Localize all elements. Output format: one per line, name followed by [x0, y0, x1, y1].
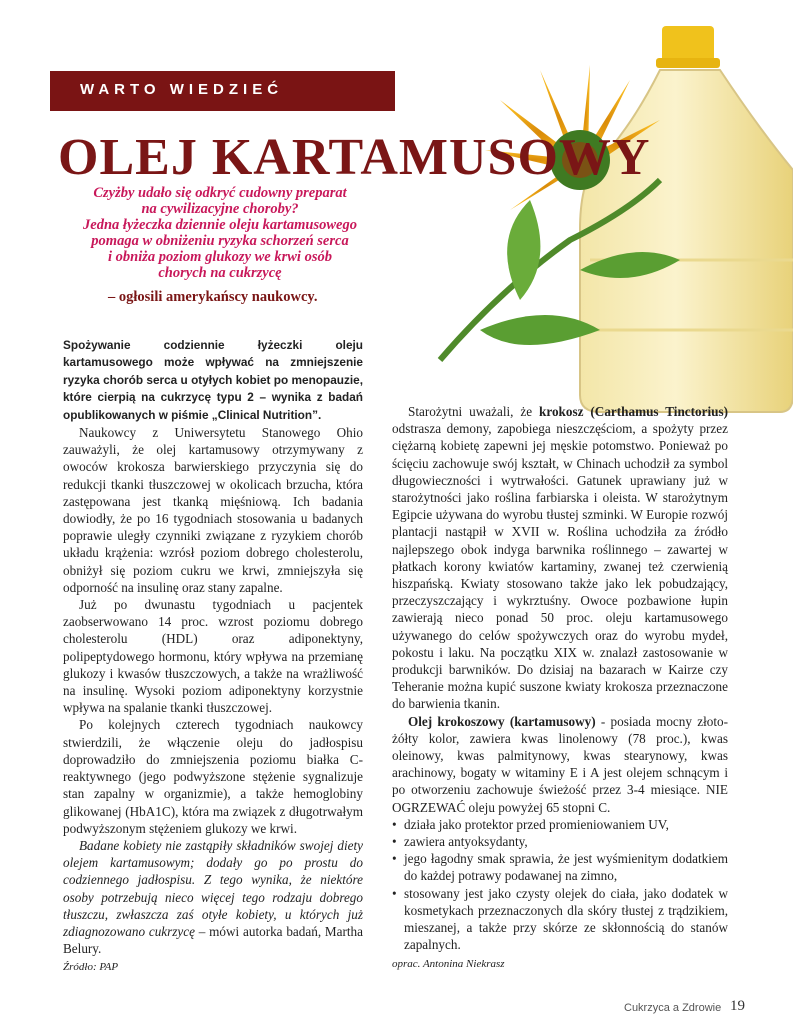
bullet-icon: •	[392, 834, 397, 850]
bullet-icon: •	[392, 885, 397, 901]
page-number: 19	[730, 998, 745, 1014]
lead-line: Jedna łyżeczka dziennie oleju kartamusowego	[83, 217, 357, 233]
list-item-text: zawiera antyoksydanty,	[404, 834, 528, 850]
lead-line: i obniża poziom glukozy we krwi osób	[108, 249, 332, 265]
body-paragraph: Już po dwunastu tygodniach u pacjentek zaobserwowano 14 proc. wzrost poziomu dobrego cholesterolu (HDL) oraz adiponektyny, polipeptydowego hormonu, który wpływa na przemianę glukozy i kwasów tłuszczowych, a także na wrażliwość na insulinę. Wysoki poziom adiponektyny korzystnie wpływa na spalanie tkanki tłuszczowej.	[63, 597, 363, 716]
author-credit: oprac. Antonina Niekrasz	[392, 957, 505, 970]
benefits-list	[392, 816, 728, 954]
left-column	[63, 337, 363, 977]
quote-attribution: – mówi autorka badań, Martha Belury.	[63, 923, 363, 957]
article-title: OLEJ KARTAMUSOWY	[58, 129, 651, 186]
magazine-name: Cukrzyca a Zdrowie	[624, 1002, 722, 1014]
list-item-text: stosowany jest jako czysty olejek do ciała, jako dodatek w kosmetykach przeznaczonych dla skóry tłustej z trądzikiem, mieszanej, a także przy skórze ze skłonnością do stanów zapalnych.	[404, 885, 728, 953]
intro-paragraph: Spożywanie codziennie łyżeczki oleju kartamusowego może wpływać na zmniejszenie ryzyka chorób serca u otyłych kobiet po menopauzie, które cierpią na cukrzycę typu 2 – wynika z badań opublikowanych w piśmie „Clinical Nutrition”.	[63, 338, 363, 422]
list-item	[392, 833, 728, 850]
section-banner	[50, 71, 395, 111]
bold-term: Olej krokoszowy (kartamusowy)	[408, 713, 596, 729]
bold-term: krokosz (Carthamus Tinctorius)	[539, 404, 728, 419]
body-paragraph	[392, 713, 728, 816]
body-paragraph: Naukowcy z Uniwersytetu Stanowego Ohio zauważyli, że olej kartamusowy otrzymywany z owoców krokosza barwierskiego przyczynia się do redukcji tkanki tłuszczowej w okolicach brzucha, która zastępowana jest tkanką mięśniową. Ich badania dowiodły, że po 16 tygodniach stosowania u badanych poprawie uległy czynniki związane z ryzykiem chorób układu krążenia: wzrósł poziom dobrego cholesterolu, obniżył się poziom cukru we krwi, zmniejszyła się odporność na insulinę oraz stany zapalne.	[63, 425, 363, 595]
body-paragraph	[392, 403, 728, 713]
paragraph-rest: odstrasza demony, zapobiega nieszczęściom, a spożyty przez ciężarną kobietę zapewni jej męskie potomstwo. Ponieważ po ścięciu zachowuje swój kształt, w Chinach uchodził za symbol długowieczności i wytrwałości. Gatunek uprawiany już w starożytności jako roślina farbiarska i oleista. W starożytnym Egipcie używana do wyrobu tłustej szminki. W Europie rozwój plantacji nastąpił w XVII w. Roślina uchodziła za źródło najlepszego obok indyga barwnika roślinnego – zawartej w płatkach korony kwiatów kartaminy, zwanej też czerwienią hiszpańską. Kwiaty stosowano także jako lek pobudzający, przeczyszczający i wykrztuśny. Owoce pozbawione łupin zawierają nieco ponad 50 proc. oleju kartamusowego używanego do celów spożywczych oraz do wyrobu mydeł, pokostu i laku. Na początku XIX w. znalazł zastosowanie w produkcji barwników. Do dzisiaj na bazarach w Kairze czy Teheranie można kupić suszone kwiaty krokosza przeznaczone do barwienia tkanin.	[392, 421, 728, 712]
list-item	[392, 850, 728, 884]
lead-attribution: – ogłosili amerykańscy naukowcy.	[108, 289, 318, 305]
source-credit: Źródło: PAP	[63, 961, 119, 974]
quote-text: Badane kobiety nie zastąpiły składników swojej diety olejem kartamusowym; dodały go po prostu do codziennego jadłospisu. Z tego wynika, że niektóre osoby potrzebują nieco więcej tego rodzaju dobrego tłuszczu, zwłaszcza zaś otyłe kobiety, u których już zdiagnozowano cukrzycę	[63, 837, 363, 939]
lead-line: pomaga w obniżeniu ryzyka schorzeń serca	[91, 233, 349, 249]
bullet-icon: •	[392, 816, 397, 832]
list-item	[392, 885, 728, 954]
section-label: WARTO WIEDZIEĆ	[80, 81, 284, 98]
paragraph-rest: - posiada mocny złoto-żółty kolor, zawiera kwas linolenowy (78 proc.), kwas oleinowy, kwas palmitynowy, kwas stearynowy, kwas arachinowy, bogaty w witaminy E i A jest olejem schnącym i po otworzeniu zachowuje świeżość przez 3-4 miesiące. NIE OGRZEWAĆ oleju powyżej 65 stopni C.	[392, 713, 729, 815]
list-item-text: jego łagodny smak sprawia, że jest wyśmienitym dodatkiem do każdej potrawy podawanej na zimno,	[404, 851, 728, 884]
lead-text	[60, 185, 380, 281]
right-column	[392, 403, 728, 973]
lead-line: Czyżby udało się odkryć cudowny preparat	[93, 185, 347, 201]
list-item	[392, 816, 728, 833]
bullet-icon: •	[392, 851, 397, 867]
quote-paragraph	[63, 837, 363, 957]
lead-line: na cywilizacyjne choroby?	[141, 201, 299, 217]
lead-line: chorych na cukrzycę	[158, 265, 282, 281]
paragraph-start: Starożytni uważali, że	[408, 404, 540, 419]
list-item-text: działa jako protektor przed promieniowaniem UV,	[404, 816, 669, 832]
body-paragraph: Po kolejnych czterech tygodniach naukowcy stwierdzili, że włączenie oleju do jadłospisu doprowadziło do zmniejszenia poziomu białka C-reaktywnego (jego podwyższone stężenie sygnalizuje stan zapalny w organizmie), a także hemoglobiny glikowanej (HbA1C), która ma związek z długotrwałym podwyższonym stężeniem glukozy we krwi.	[63, 717, 363, 836]
hero-illustration	[380, 0, 793, 420]
